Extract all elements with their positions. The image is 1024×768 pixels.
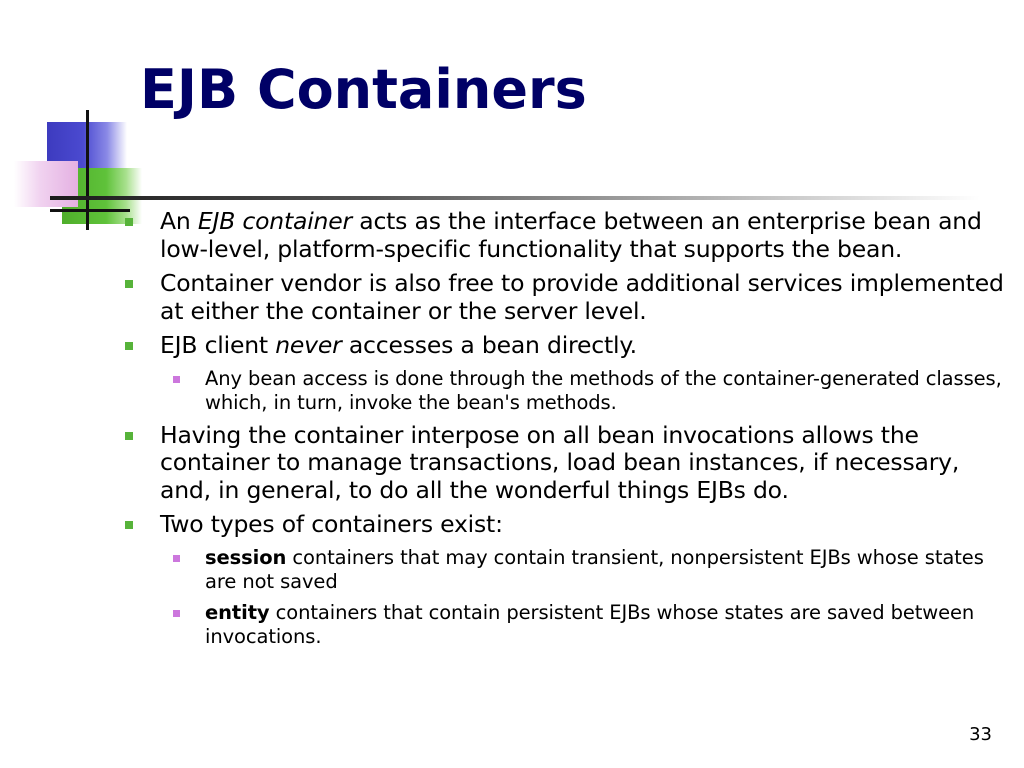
sub-bullet-item [120,546,1010,595]
title-divider [50,196,980,200]
square-bullet-icon [173,555,180,562]
bullet-text: acts as the interface between an enterprise bean and low-level, platform-specific functionality that supports the bean. [160,207,982,263]
bullet-item [120,511,1010,539]
slide-body [120,208,1010,656]
logo-pink-square [14,161,78,207]
square-bullet-icon [125,432,133,440]
square-bullet-icon [125,280,133,288]
page-number: 33 [969,724,992,745]
logo-vertical-line [86,110,89,230]
sub-bullet-item [120,601,1010,650]
bullet-text: Container vendor is also free to provide additional services implemented at either the container or the server level. [160,269,1004,325]
bullet-emphasis: EJB container [197,207,352,235]
sub-bullet-text: containers that may contain transient, nonpersistent EJBs whose states are not saved [205,545,984,593]
logo-horizontal-line [50,209,130,212]
bullet-text: Two types of containers exist: [160,510,503,538]
bullet-emphasis: never [275,331,342,359]
bullet-item [120,422,1010,505]
sub-bullet-text: containers that contain persistent EJBs whose states are saved between invocations. [205,600,975,648]
bullet-text: EJB client [160,331,276,359]
bullet-text: accesses a bean directly. [341,331,637,359]
sub-bullet-item [120,367,1010,416]
square-bullet-icon [173,376,180,383]
square-bullet-icon [125,342,133,350]
square-bullet-icon [125,521,133,529]
bullet-item [120,332,1010,360]
bullet-text: Having the container interpose on all bean invocations allows the container to manage transactions, load bean instances, if necessary, and, in general, to do all the wonderful things EJBs do. [160,420,960,504]
bullet-item [120,208,1010,263]
sub-bullet-text: Any bean access is done through the methods of the container-generated classes, which, in turn, invoke the bean's methods. [205,366,1002,414]
square-bullet-icon [125,218,133,226]
sub-bullet-keyword: entity [205,600,270,624]
sub-bullet-keyword: session [205,545,287,569]
bullet-text: An [160,207,198,235]
square-bullet-icon [173,610,180,617]
slide-title: EJB Containers [140,58,587,121]
bullet-item [120,270,1010,325]
